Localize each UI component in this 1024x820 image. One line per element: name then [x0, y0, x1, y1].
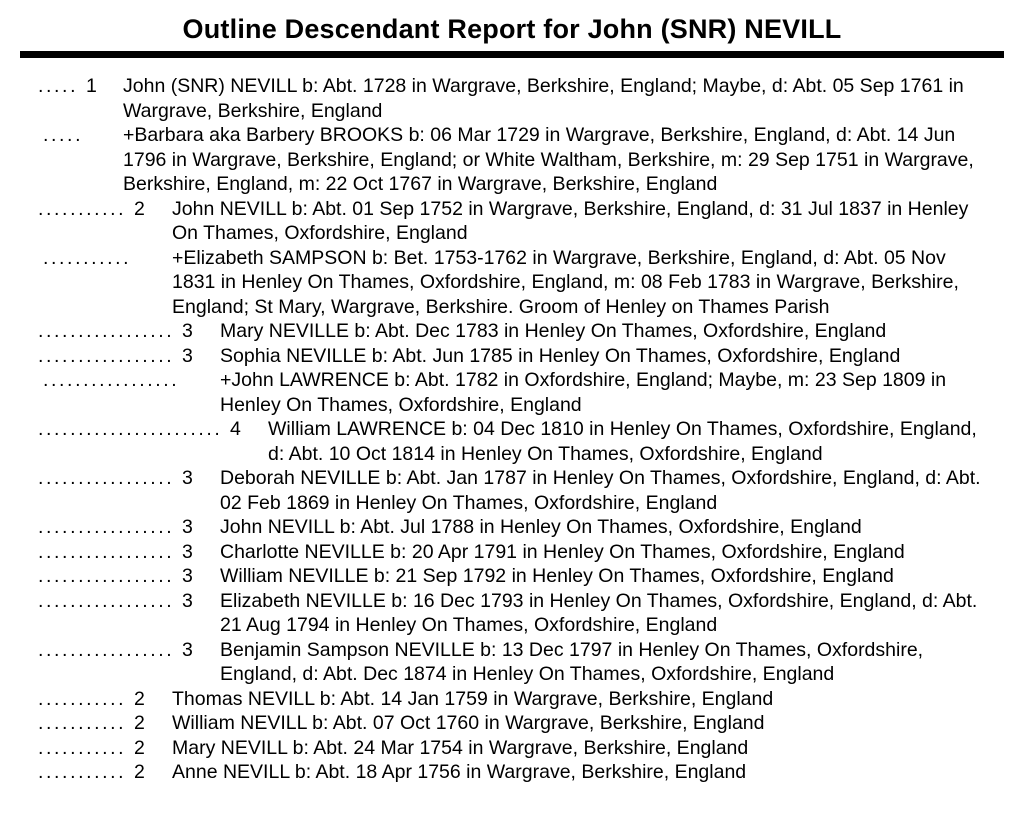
entry-text: John NEVILL b: Abt. Jul 1788 in Henley On Thames, Oxfordshire, England — [220, 516, 862, 538]
generation-number: 2 — [134, 687, 145, 710]
descendant-entry — [0, 687, 1024, 712]
leader-dots: ................. — [38, 516, 175, 538]
generation-number: 2 — [134, 712, 145, 734]
leader-dots: ................. — [38, 344, 175, 367]
descendant-entry — [0, 74, 1024, 123]
descendant-entry — [0, 760, 1024, 785]
generation-number: 3 — [182, 320, 193, 342]
entry-text: Thomas NEVILL b: Abt. 14 Jan 1759 in Wargrave, Berkshire, England — [172, 687, 774, 710]
title-rule — [20, 51, 1004, 58]
descendant-entry — [0, 564, 1024, 589]
leader-dots: ................. — [43, 369, 180, 391]
descendant-entry — [0, 344, 1024, 369]
leader-dots: ................. — [38, 589, 175, 612]
descendant-entry — [0, 466, 1024, 515]
leader-dots: ........... — [38, 687, 127, 710]
leader-dots: ................. — [38, 540, 175, 563]
generation-number: 3 — [182, 565, 193, 587]
leader-dots: ................. — [38, 320, 175, 342]
entry-text: Anne NEVILL b: Abt. 18 Apr 1756 in Wargrave, Berkshire, England — [172, 761, 747, 783]
descendant-entry — [0, 197, 1024, 246]
generation-number: 1 — [86, 75, 97, 97]
leader-dots: ........... — [38, 761, 127, 783]
entry-text: William NEVILL b: Abt. 07 Oct 1760 in Wargrave, Berkshire, England — [172, 712, 765, 734]
entry-text: Benjamin Sampson NEVILLE b: 13 Dec 1797 in Henley On Thames, Oxfordshire, England, d: Abt. Dec 1874 in Henley On Thames, Oxfordshire, England — [220, 638, 924, 685]
entry-text: +Elizabeth SAMPSON b: Bet. 1753-1762 in Wargrave, Berkshire, England, d: Abt. 05 Nov 1831 in Henley On Thames, Oxfordshire, England, m: 08 Feb 1783 in Wargrave, Berkshire, England; St Mary, Wargrave, Berkshire. Groom of Henley on Thames Parish — [172, 246, 959, 318]
entry-text: Elizabeth NEVILLE b: 16 Dec 1793 in Henley On Thames, Oxfordshire, England, d: Abt. 21 Aug 1794 in Henley On Thames, Oxfordshire, England — [220, 589, 978, 636]
leader-dots: ..... — [38, 75, 79, 97]
leader-dots: ................. — [38, 467, 175, 489]
generation-number: 2 — [134, 197, 145, 220]
entry-text: +John LAWRENCE b: Abt. 1782 in Oxfordshire, England; Maybe, m: 23 Sep 1809 in Henley On Thames, Oxfordshire, England — [220, 369, 947, 416]
generation-number: 3 — [182, 638, 193, 661]
descendant-entry — [0, 123, 1024, 197]
descendant-entry — [0, 368, 1024, 417]
descendant-entry — [0, 515, 1024, 540]
generation-number: 3 — [182, 467, 193, 489]
descendant-entry — [0, 540, 1024, 565]
leader-dots: ........... — [38, 712, 127, 734]
leader-dots: ........... — [38, 736, 127, 759]
generation-number: 3 — [182, 540, 193, 563]
descendant-entry — [0, 736, 1024, 761]
entry-text: Mary NEVILLE b: Abt. Dec 1783 in Henley On Thames, Oxfordshire, England — [220, 320, 887, 342]
generation-number: 2 — [134, 736, 145, 759]
generation-number: 3 — [182, 344, 193, 367]
page-title: Outline Descendant Report for John (SNR) NEVILL — [182, 14, 842, 44]
descendant-entry — [0, 246, 1024, 320]
entry-text: John (SNR) NEVILL b: Abt. 1728 in Wargrave, Berkshire, England; Maybe, d: Abt. 05 Sep 1761 in Wargrave, Berkshire, England — [123, 75, 964, 122]
leader-dots: ....................... — [38, 418, 223, 440]
entry-text: William NEVILLE b: 21 Sep 1792 in Henley On Thames, Oxfordshire, England — [220, 565, 894, 587]
descendant-entry — [0, 319, 1024, 344]
entry-text: Charlotte NEVILLE b: 20 Apr 1791 in Henley On Thames, Oxfordshire, England — [220, 540, 905, 563]
descendant-entry — [0, 417, 1024, 466]
descendant-entry — [0, 589, 1024, 638]
entry-text: Mary NEVILL b: Abt. 24 Mar 1754 in Wargrave, Berkshire, England — [172, 736, 749, 759]
leader-dots: ..... — [43, 124, 84, 146]
leader-dots: ................. — [38, 638, 175, 661]
entry-text: John NEVILL b: Abt. 01 Sep 1752 in Wargrave, Berkshire, England, d: 31 Jul 1837 in Henley On Thames, Oxfordshire, England — [172, 197, 969, 244]
generation-number: 3 — [182, 589, 193, 612]
descendant-entry — [0, 711, 1024, 736]
entry-text: William LAWRENCE b: 04 Dec 1810 in Henley On Thames, Oxfordshire, England, d: Abt. 10 Oct 1814 in Henley On Thames, Oxfordshire, England — [268, 418, 977, 465]
entry-text: +Barbara aka Barbery BROOKS b: 06 Mar 1729 in Wargrave, Berkshire, England, d: Abt. 14 Jun 1796 in Wargrave, Berkshire, England; or White Waltham, Berkshire, m: 29 Sep 1751 in Wargrave, Berkshire, England, m: 22 Oct 1767 in Wargrave, Berkshire, England — [123, 124, 974, 195]
leader-dots: ................. — [38, 565, 175, 587]
leader-dots: ........... — [38, 197, 127, 220]
descendant-entry — [0, 638, 1024, 687]
leader-dots: ........... — [43, 246, 132, 269]
generation-number: 4 — [230, 418, 241, 440]
report-body — [0, 74, 1024, 785]
generation-number: 2 — [134, 761, 145, 783]
generation-number: 3 — [182, 516, 193, 538]
entry-text: Sophia NEVILLE b: Abt. Jun 1785 in Henley On Thames, Oxfordshire, England — [220, 344, 901, 367]
entry-text: Deborah NEVILLE b: Abt. Jan 1787 in Henley On Thames, Oxfordshire, England, d: Abt. 02 Feb 1869 in Henley On Thames, Oxfordshire, England — [220, 467, 981, 514]
